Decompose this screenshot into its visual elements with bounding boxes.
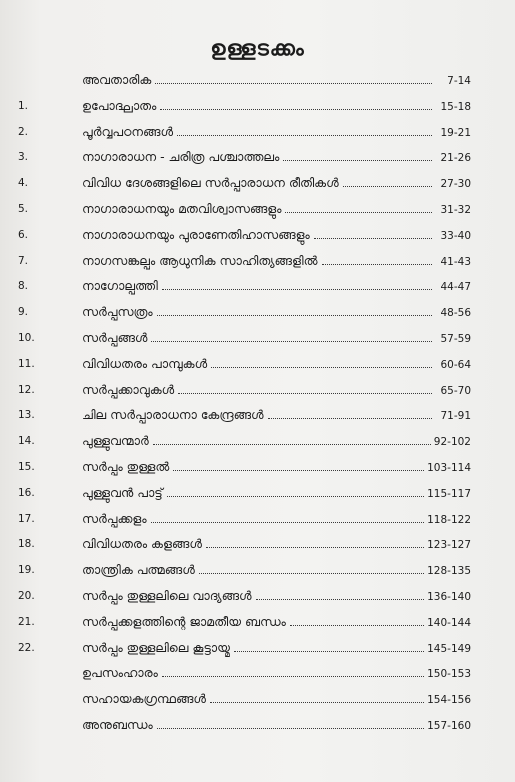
toc-entry	[0, 586, 515, 606]
toc-entry	[0, 173, 515, 193]
dot-leader	[151, 522, 425, 523]
entry-line	[82, 122, 471, 143]
dot-leader	[151, 341, 432, 342]
toc-entry	[0, 715, 515, 735]
toc-entry	[0, 560, 515, 580]
chapter-title: വിവിധതരം കളങ്ങൾ	[82, 536, 202, 552]
chapter-number: 7.	[18, 254, 29, 267]
entry-line	[82, 457, 471, 478]
chapter-number: 15.	[18, 461, 35, 473]
page-range: 33-40	[440, 229, 471, 242]
chapter-title: സർപ്പസത്രം	[82, 304, 153, 320]
page-range: 157-160	[427, 720, 471, 732]
entry-line	[82, 483, 471, 504]
entry-line	[82, 225, 471, 246]
chapter-number: 13.	[18, 409, 35, 422]
chapter-number: 8.	[18, 280, 29, 293]
chapter-title: ഉപസംഹാരം	[82, 665, 158, 681]
entry-line	[82, 251, 471, 272]
dot-leader	[199, 573, 424, 574]
entry-line	[82, 405, 471, 426]
page-range: 71-91	[440, 410, 471, 423]
page-range: 44-47	[440, 281, 471, 294]
page-range: 21-26	[440, 152, 471, 165]
entry-line	[82, 147, 471, 168]
chapter-title: സഹായകഗ്രന്ഥങ്ങൾ	[82, 691, 206, 707]
entry-line	[82, 173, 471, 194]
entry-line	[82, 96, 471, 117]
entry-line	[82, 689, 471, 710]
chapter-number: 12.	[18, 383, 35, 396]
chapter-number: 21.	[18, 615, 35, 628]
page-range: 31-32	[440, 204, 471, 216]
dot-leader	[234, 651, 424, 652]
toc-entry	[0, 70, 515, 90]
dot-leader	[268, 418, 432, 419]
chapter-number: 10.	[18, 332, 35, 344]
toc-entry	[0, 276, 515, 296]
chapter-title: നാഗോല്പത്തി	[82, 278, 158, 294]
chapter-number: 17.	[18, 512, 35, 525]
chapter-number: 16.	[18, 486, 35, 499]
entry-line	[82, 354, 471, 375]
chapter-number: 2.	[18, 125, 29, 138]
entry-line	[82, 534, 471, 555]
chapter-title: സർപ്പങ്ങൾ	[82, 330, 148, 345]
page-range: 154-156	[427, 694, 471, 707]
page-range: 128-135	[427, 565, 471, 578]
page-range: 15-18	[440, 100, 471, 113]
dot-leader	[283, 160, 432, 161]
page-range: 65-70	[440, 384, 471, 397]
chapter-title: ചില സർപ്പാരാധനാ കേന്ദ്രങ്ങൾ	[82, 407, 264, 423]
chapter-number: 4.	[18, 177, 29, 190]
dot-leader	[343, 186, 432, 187]
page-range: 57-59	[440, 333, 471, 345]
chapter-title: സർപ്പം തുള്ളൽ	[82, 459, 170, 474]
page-range: 123-127	[427, 539, 471, 552]
chapter-title: സർപ്പക്കാവുകൾ	[82, 381, 175, 397]
chapter-title: നാഗാരാധന - ചരിത്ര പശ്ചാത്തലം	[82, 149, 280, 165]
toc-entry	[0, 483, 515, 503]
dot-leader	[314, 238, 432, 239]
dot-leader	[157, 315, 432, 316]
chapter-number: 9.	[18, 306, 29, 319]
entry-line	[82, 431, 471, 452]
page-range: 7-14	[447, 75, 471, 87]
page-range: 150-153	[427, 668, 471, 681]
page-range: 60-64	[440, 358, 471, 371]
contents-heading: ഉള്ളടക്കം	[210, 36, 305, 60]
entry-line	[82, 70, 471, 91]
page-range: 41-43	[440, 255, 471, 268]
chapter-number: 11.	[18, 357, 35, 370]
dot-leader	[206, 547, 424, 548]
chapter-title: പൂർവ്വപഠനങ്ങൾ	[82, 123, 174, 139]
page-range: 92-102	[433, 436, 471, 449]
dot-leader	[285, 212, 432, 213]
page-range: 136-140	[427, 591, 471, 603]
toc-entry	[0, 509, 515, 529]
page-range: 19-21	[440, 126, 471, 139]
chapter-number: 5.	[18, 203, 29, 215]
dot-leader	[155, 83, 432, 84]
toc-entry	[0, 689, 515, 709]
dot-leader	[167, 496, 424, 497]
chapter-number: 19.	[18, 564, 35, 577]
chapter-title: സർപ്പം തുള്ളലിലെ വാദ്യങ്ങൾ	[82, 588, 252, 603]
chapter-title: ഉപോദ്ഘാതം	[82, 97, 157, 113]
toc-entry	[0, 147, 515, 167]
toc-entry	[0, 251, 515, 271]
dot-leader	[162, 289, 432, 290]
chapter-title: വിവിധതരം പാമ്പുകൾ	[82, 355, 208, 371]
page-range: 115-117	[427, 487, 471, 500]
toc-entry	[0, 534, 515, 554]
entry-line	[82, 276, 471, 297]
dot-leader	[211, 367, 432, 368]
dot-leader	[173, 470, 424, 471]
toc-entry	[0, 638, 515, 658]
entry-line	[82, 509, 471, 530]
chapter-title: നാഗാരാധനയും പുരാണേതിഹാസങ്ങളും	[82, 226, 310, 242]
dot-leader	[153, 444, 431, 445]
chapter-number: 22.	[18, 641, 35, 654]
dot-leader	[178, 393, 432, 394]
dot-leader	[160, 109, 432, 110]
toc-entry	[0, 328, 515, 348]
entry-line	[82, 199, 471, 220]
entry-line	[82, 328, 471, 349]
chapter-title: സർപ്പക്കളം	[82, 510, 147, 526]
toc-entry	[0, 225, 515, 245]
chapter-title: പുള്ളുവന്മാർ	[82, 433, 149, 449]
chapter-title: നാഗസങ്കല്പം ആധുനിക സാഹിത്യങ്ങളിൽ	[82, 252, 318, 268]
chapter-title: പുള്ളുവൻ പാട്ട്	[82, 484, 163, 500]
chapter-title: സർപ്പം തുള്ളലിലെ കൂട്ടായ്മ	[82, 639, 230, 655]
page-range: 145-149	[427, 642, 471, 655]
page-range: 118-122	[427, 513, 471, 526]
entry-line	[82, 612, 471, 633]
chapter-number: 14.	[18, 435, 35, 448]
toc-entry	[0, 663, 515, 683]
toc-entry	[0, 96, 515, 116]
entry-line	[82, 715, 471, 736]
chapter-title: അവതാരിക	[82, 72, 152, 87]
entry-line	[82, 638, 471, 659]
page-range: 103-114	[427, 462, 471, 474]
dot-leader	[290, 625, 424, 626]
chapter-number: 20.	[18, 590, 35, 602]
dot-leader	[210, 702, 424, 703]
chapter-number: 1.	[18, 99, 29, 112]
entry-line	[82, 302, 471, 323]
toc-entry	[0, 405, 515, 425]
chapter-title: അനുബന്ധം	[82, 717, 153, 732]
page-range: 27-30	[440, 178, 471, 191]
toc-entry	[0, 380, 515, 400]
page-range: 48-56	[440, 307, 471, 320]
dot-leader	[157, 728, 424, 729]
dot-leader	[162, 676, 424, 677]
dot-leader	[322, 264, 432, 265]
chapter-title: സർപ്പക്കളത്തിന്റെ ജാമതീയ ബന്ധം	[82, 613, 286, 629]
page-range: 140-144	[427, 616, 471, 629]
toc-entry	[0, 431, 515, 451]
toc-entry	[0, 612, 515, 632]
entry-line	[82, 560, 471, 581]
entry-line	[82, 586, 471, 607]
toc-entry	[0, 457, 515, 477]
toc-entry	[0, 122, 515, 142]
chapter-title: നാഗാരാധനയും മതവിശ്വാസങ്ങളും	[82, 201, 282, 216]
toc-entry	[0, 354, 515, 374]
chapter-number: 3.	[18, 151, 29, 164]
chapter-number: 18.	[18, 538, 35, 551]
entry-line	[82, 663, 471, 684]
chapter-title: വിവിധ ദേശങ്ങളിലെ സർപ്പാരാധന രീതികൾ	[82, 175, 339, 191]
entry-line	[82, 380, 471, 401]
toc-entry	[0, 302, 515, 322]
chapter-title: താന്ത്രിക പത്മങ്ങൾ	[82, 562, 195, 578]
toc-entry	[0, 199, 515, 219]
chapter-number: 6.	[18, 228, 29, 241]
dot-leader	[177, 135, 432, 136]
dot-leader	[256, 599, 425, 600]
